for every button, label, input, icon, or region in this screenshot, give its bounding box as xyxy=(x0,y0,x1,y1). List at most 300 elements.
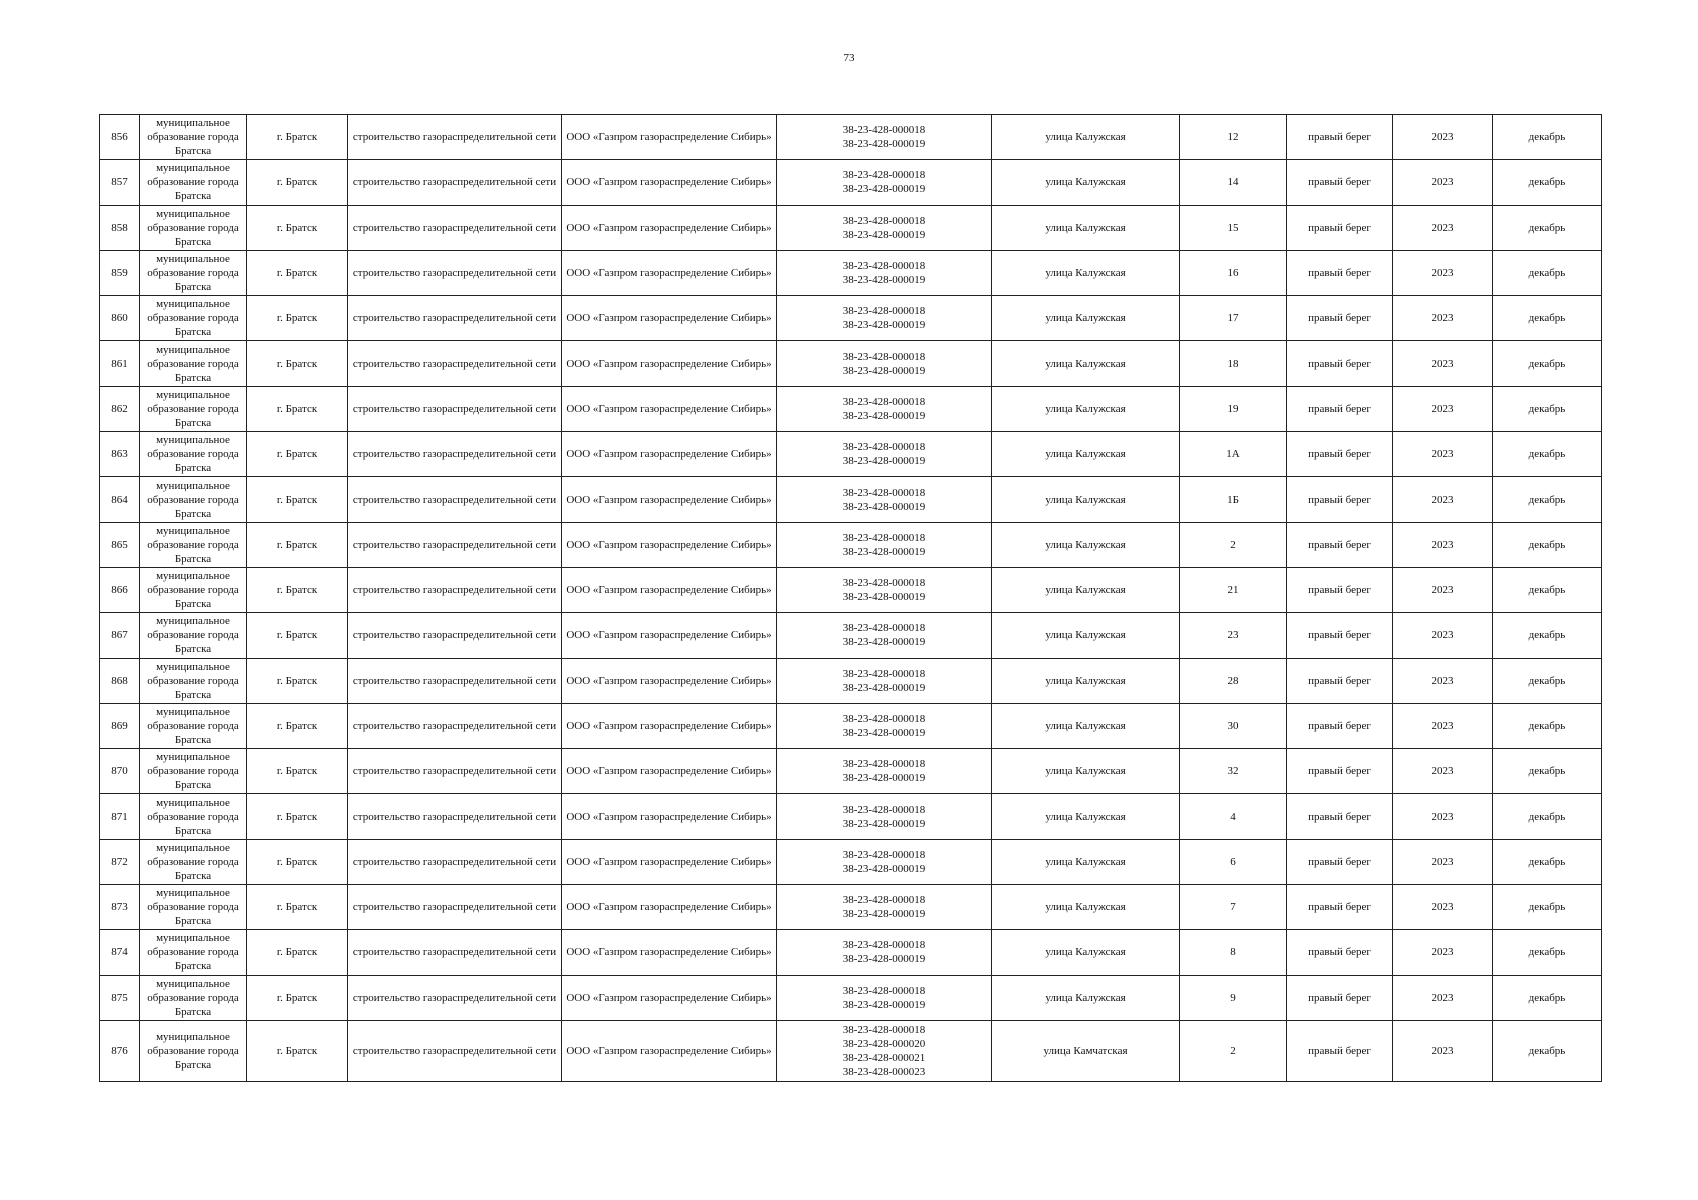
street-cell: улица Калужская xyxy=(992,296,1180,341)
municipality-line: муниципальное xyxy=(156,706,230,718)
month-cell: декабрь xyxy=(1493,794,1602,839)
year-cell: 2023 xyxy=(1393,930,1493,975)
municipality-line: Братска xyxy=(174,462,212,475)
municipality-cell xyxy=(140,477,247,522)
house-number-cell: 14 xyxy=(1180,160,1287,205)
year-cell: 2023 xyxy=(1393,885,1493,930)
municipality-line: муниципальное xyxy=(156,343,230,356)
municipality-cell xyxy=(140,658,247,703)
house-number-cell: 8 xyxy=(1180,930,1287,975)
organization-cell: ООО «Газпром газораспределение Сибирь» xyxy=(562,975,777,1020)
work-type-cell: строительство газораспределительной сети xyxy=(348,567,562,612)
table-row xyxy=(100,839,1602,884)
network-code: 38-23-428-000019 xyxy=(842,862,926,875)
month-cell: декабрь xyxy=(1493,749,1602,794)
network-code: 38-23-428-000019 xyxy=(842,953,926,966)
year-cell: 2023 xyxy=(1393,522,1493,567)
organization-cell: ООО «Газпром газораспределение Сибирь» xyxy=(562,703,777,748)
organization-cell: ООО «Газпром газораспределение Сибирь» xyxy=(562,250,777,295)
row-number-cell: 875 xyxy=(100,975,140,1020)
river-bank-cell: правый берег xyxy=(1287,477,1393,522)
municipality-cell xyxy=(140,115,247,160)
house-number-cell: 23 xyxy=(1180,613,1287,658)
network-code: 38-23-428-000018 xyxy=(842,894,926,907)
month-cell: декабрь xyxy=(1493,477,1602,522)
month-cell: декабрь xyxy=(1493,703,1602,748)
network-codes-cell xyxy=(777,658,992,703)
organization-cell: ООО «Газпром газораспределение Сибирь» xyxy=(562,658,777,703)
city-cell: г. Братск xyxy=(247,613,348,658)
municipality-cell xyxy=(140,794,247,839)
municipality-line: муниципальное xyxy=(156,615,230,628)
house-number-cell: 32 xyxy=(1180,749,1287,794)
city-cell: г. Братск xyxy=(247,160,348,205)
organization-cell: ООО «Газпром газораспределение Сибирь» xyxy=(562,522,777,567)
network-codes-cell xyxy=(777,749,992,794)
table-row xyxy=(100,477,1602,522)
river-bank-cell: правый берег xyxy=(1287,839,1393,884)
network-code: 38-23-428-000018 xyxy=(842,803,926,816)
work-type-cell: строительство газораспределительной сети xyxy=(348,341,562,386)
row-number-cell: 868 xyxy=(100,658,140,703)
month-cell: декабрь xyxy=(1493,386,1602,431)
row-number-cell: 876 xyxy=(100,1020,140,1081)
house-number-cell: 18 xyxy=(1180,341,1287,386)
house-number-cell: 6 xyxy=(1180,839,1287,884)
municipality-line: муниципальное xyxy=(156,434,230,447)
row-number-cell: 872 xyxy=(100,839,140,884)
work-type-cell: строительство газораспределительной сети xyxy=(348,1020,562,1081)
network-codes-cell xyxy=(777,885,992,930)
municipality-cell xyxy=(140,1020,247,1081)
municipality-line: образование города xyxy=(147,765,239,778)
table-row xyxy=(100,613,1602,658)
network-code: 38-23-428-000018 xyxy=(842,939,926,952)
work-type-cell: строительство газораспределительной сети xyxy=(348,839,562,884)
work-type-cell: строительство газораспределительной сети xyxy=(348,975,562,1020)
municipality-line: муниципальное xyxy=(156,162,230,175)
network-code: 38-23-428-000019 xyxy=(842,183,926,196)
network-code: 38-23-428-000019 xyxy=(842,681,926,694)
network-codes-cell xyxy=(777,250,992,295)
table-row xyxy=(100,205,1602,250)
municipality-line: образование города xyxy=(147,1044,239,1057)
table-row xyxy=(100,296,1602,341)
municipality-line: Братска xyxy=(174,552,212,565)
municipality-line: Братска xyxy=(174,643,212,656)
house-number-cell: 12 xyxy=(1180,115,1287,160)
network-codes-cell xyxy=(777,567,992,612)
city-cell: г. Братск xyxy=(247,522,348,567)
month-cell: декабрь xyxy=(1493,160,1602,205)
city-cell: г. Братск xyxy=(247,567,348,612)
table-row xyxy=(100,522,1602,567)
row-number-cell: 860 xyxy=(100,296,140,341)
municipality-cell xyxy=(140,205,247,250)
network-codes-cell xyxy=(777,930,992,975)
city-cell: г. Братск xyxy=(247,703,348,748)
table-row xyxy=(100,930,1602,975)
street-cell: улица Калужская xyxy=(992,839,1180,884)
row-number-cell: 864 xyxy=(100,477,140,522)
table-row xyxy=(100,386,1602,431)
network-codes-cell xyxy=(777,703,992,748)
year-cell: 2023 xyxy=(1393,794,1493,839)
municipality-line: Братска xyxy=(174,507,212,520)
work-type-cell: строительство газораспределительной сети xyxy=(348,522,562,567)
house-number-cell: 17 xyxy=(1180,296,1287,341)
municipality-line: Братска xyxy=(174,235,212,248)
organization-cell: ООО «Газпром газораспределение Сибирь» xyxy=(562,1020,777,1081)
organization-cell: ООО «Газпром газораспределение Сибирь» xyxy=(562,477,777,522)
organization-cell: ООО «Газпром газораспределение Сибирь» xyxy=(562,296,777,341)
network-codes-cell xyxy=(777,115,992,160)
network-code: 38-23-428-000018 xyxy=(842,169,926,182)
municipality-line: муниципальное xyxy=(156,117,230,130)
municipality-line: муниципальное xyxy=(156,207,230,220)
row-number-cell: 871 xyxy=(100,794,140,839)
river-bank-cell: правый берег xyxy=(1287,794,1393,839)
year-cell: 2023 xyxy=(1393,296,1493,341)
street-cell: улица Калужская xyxy=(992,386,1180,431)
municipality-cell xyxy=(140,749,247,794)
network-code: 38-23-428-000019 xyxy=(842,500,926,513)
house-number-cell: 21 xyxy=(1180,567,1287,612)
city-cell: г. Братск xyxy=(247,386,348,431)
row-number-cell: 859 xyxy=(100,250,140,295)
house-number-cell: 19 xyxy=(1180,386,1287,431)
municipality-line: Братска xyxy=(174,281,212,294)
table-body xyxy=(100,115,1602,1082)
municipality-line: Братска xyxy=(174,145,212,158)
table-row xyxy=(100,703,1602,748)
table-row xyxy=(100,567,1602,612)
year-cell: 2023 xyxy=(1393,567,1493,612)
year-cell: 2023 xyxy=(1393,250,1493,295)
house-number-cell: 1Б xyxy=(1180,477,1287,522)
street-cell: улица Калужская xyxy=(992,930,1180,975)
municipality-cell xyxy=(140,975,247,1020)
work-type-cell: строительство газораспределительной сети xyxy=(348,205,562,250)
work-type-cell: строительство газораспределительной сети xyxy=(348,613,562,658)
street-cell: улица Калужская xyxy=(992,975,1180,1020)
municipality-line: Братска xyxy=(174,960,212,973)
network-codes-cell xyxy=(777,205,992,250)
street-cell: улица Калужская xyxy=(992,477,1180,522)
organization-cell: ООО «Газпром газораспределение Сибирь» xyxy=(562,205,777,250)
municipality-line: муниципальное xyxy=(156,524,230,537)
municipality-line: образование города xyxy=(147,810,239,823)
city-cell: г. Братск xyxy=(247,250,348,295)
street-cell: улица Калужская xyxy=(992,658,1180,703)
table-row xyxy=(100,115,1602,160)
municipality-line: образование города xyxy=(147,267,239,280)
city-cell: г. Братск xyxy=(247,477,348,522)
organization-cell: ООО «Газпром газораспределение Сибирь» xyxy=(562,885,777,930)
table-row xyxy=(100,975,1602,1020)
work-type-cell: строительство газораспределительной сети xyxy=(348,749,562,794)
municipality-line: образование города xyxy=(147,629,239,642)
network-code: 38-23-428-000018 xyxy=(842,984,926,997)
year-cell: 2023 xyxy=(1393,432,1493,477)
municipality-cell xyxy=(140,341,247,386)
municipality-line: муниципальное xyxy=(156,887,230,900)
municipality-line: образование города xyxy=(147,901,239,914)
municipality-cell xyxy=(140,613,247,658)
network-codes-cell xyxy=(777,341,992,386)
municipality-line: муниципальное xyxy=(156,253,230,266)
month-cell: декабрь xyxy=(1493,839,1602,884)
municipality-line: образование города xyxy=(147,402,239,415)
network-code: 38-23-428-000023 xyxy=(842,1065,926,1078)
year-cell: 2023 xyxy=(1393,341,1493,386)
city-cell: г. Братск xyxy=(247,930,348,975)
municipality-cell xyxy=(140,296,247,341)
municipality-line: муниципальное xyxy=(156,298,230,311)
network-code: 38-23-428-000019 xyxy=(842,591,926,604)
network-code: 38-23-428-000019 xyxy=(842,817,926,830)
river-bank-cell: правый берег xyxy=(1287,522,1393,567)
municipality-cell xyxy=(140,930,247,975)
municipality-line: образование города xyxy=(147,991,239,1004)
work-type-cell: строительство газораспределительной сети xyxy=(348,432,562,477)
city-cell: г. Братск xyxy=(247,839,348,884)
municipality-line: образование города xyxy=(147,176,239,189)
month-cell: декабрь xyxy=(1493,432,1602,477)
house-number-cell: 9 xyxy=(1180,975,1287,1020)
municipality-line: муниципальное xyxy=(156,841,230,854)
municipality-line: муниципальное xyxy=(156,1030,230,1043)
municipality-cell xyxy=(140,160,247,205)
network-code: 38-23-428-000018 xyxy=(842,124,926,137)
month-cell: декабрь xyxy=(1493,250,1602,295)
network-code: 38-23-428-000018 xyxy=(842,848,926,861)
street-cell: улица Калужская xyxy=(992,613,1180,658)
river-bank-cell: правый берег xyxy=(1287,613,1393,658)
month-cell: декабрь xyxy=(1493,613,1602,658)
river-bank-cell: правый берег xyxy=(1287,160,1393,205)
year-cell: 2023 xyxy=(1393,386,1493,431)
work-type-cell: строительство газораспределительной сети xyxy=(348,386,562,431)
municipality-line: Братска xyxy=(174,1005,212,1018)
municipality-line: образование города xyxy=(147,131,239,144)
network-codes-cell xyxy=(777,839,992,884)
street-cell: улица Калужская xyxy=(992,250,1180,295)
street-cell: улица Калужская xyxy=(992,794,1180,839)
row-number-cell: 869 xyxy=(100,703,140,748)
network-code: 38-23-428-000019 xyxy=(842,727,926,739)
river-bank-cell: правый берег xyxy=(1287,296,1393,341)
house-number-cell: 1А xyxy=(1180,432,1287,477)
city-cell: г. Братск xyxy=(247,658,348,703)
network-codes-cell xyxy=(777,1020,992,1081)
year-cell: 2023 xyxy=(1393,975,1493,1020)
municipality-cell xyxy=(140,386,247,431)
month-cell: декабрь xyxy=(1493,296,1602,341)
year-cell: 2023 xyxy=(1393,477,1493,522)
organization-cell: ООО «Газпром газораспределение Сибирь» xyxy=(562,115,777,160)
municipality-line: Братска xyxy=(174,1058,212,1071)
network-code: 38-23-428-000020 xyxy=(842,1037,926,1050)
network-code: 38-23-428-000018 xyxy=(842,214,926,227)
network-codes-cell xyxy=(777,613,992,658)
city-cell: г. Братск xyxy=(247,115,348,160)
network-code: 38-23-428-000019 xyxy=(842,138,926,151)
river-bank-cell: правый берег xyxy=(1287,432,1393,477)
river-bank-cell: правый берег xyxy=(1287,386,1393,431)
month-cell: декабрь xyxy=(1493,885,1602,930)
network-codes-cell xyxy=(777,296,992,341)
street-cell: улица Калужская xyxy=(992,205,1180,250)
municipality-line: Братска xyxy=(174,371,212,384)
street-cell: улица Калужская xyxy=(992,115,1180,160)
municipality-line: Братска xyxy=(174,598,212,611)
network-code: 38-23-428-000018 xyxy=(842,305,926,318)
municipality-cell xyxy=(140,567,247,612)
network-code: 38-23-428-000019 xyxy=(842,364,926,377)
street-cell: улица Калужская xyxy=(992,341,1180,386)
municipality-cell xyxy=(140,432,247,477)
house-number-cell: 28 xyxy=(1180,658,1287,703)
municipality-line: образование города xyxy=(147,538,239,551)
page-number: 73 xyxy=(843,52,855,64)
table-row xyxy=(100,341,1602,386)
network-code: 38-23-428-000019 xyxy=(842,274,926,287)
work-type-cell: строительство газораспределительной сети xyxy=(348,658,562,703)
municipality-cell xyxy=(140,250,247,295)
network-code: 38-23-428-000019 xyxy=(842,636,926,649)
work-type-cell: строительство газораспределительной сети xyxy=(348,115,562,160)
network-code: 38-23-428-000019 xyxy=(842,772,926,785)
month-cell: декабрь xyxy=(1493,658,1602,703)
river-bank-cell: правый берег xyxy=(1287,250,1393,295)
river-bank-cell: правый берег xyxy=(1287,1020,1393,1081)
month-cell: декабрь xyxy=(1493,567,1602,612)
municipality-line: образование города xyxy=(147,584,239,597)
house-number-cell: 7 xyxy=(1180,885,1287,930)
street-cell: улица Калужская xyxy=(992,885,1180,930)
row-number-cell: 856 xyxy=(100,115,140,160)
house-number-cell: 16 xyxy=(1180,250,1287,295)
network-code: 38-23-428-000018 xyxy=(842,531,926,544)
network-codes-cell xyxy=(777,432,992,477)
municipality-cell xyxy=(140,703,247,748)
river-bank-cell: правый берег xyxy=(1287,975,1393,1020)
network-code: 38-23-428-000018 xyxy=(842,667,926,680)
work-type-cell: строительство газораспределительной сети xyxy=(348,794,562,839)
network-code: 38-23-428-000018 xyxy=(842,713,926,725)
work-type-cell: строительство газораспределительной сети xyxy=(348,703,562,748)
row-number-cell: 862 xyxy=(100,386,140,431)
city-cell: г. Братск xyxy=(247,205,348,250)
month-cell: декабрь xyxy=(1493,975,1602,1020)
municipality-line: муниципальное xyxy=(156,977,230,990)
row-number-cell: 861 xyxy=(100,341,140,386)
table-row xyxy=(100,160,1602,205)
month-cell: декабрь xyxy=(1493,522,1602,567)
municipality-line: образование города xyxy=(147,720,239,732)
row-number-cell: 874 xyxy=(100,930,140,975)
municipality-cell xyxy=(140,885,247,930)
municipality-line: Братска xyxy=(174,869,212,882)
municipality-cell xyxy=(140,839,247,884)
river-bank-cell: правый берег xyxy=(1287,115,1393,160)
organization-cell: ООО «Газпром газораспределение Сибирь» xyxy=(562,839,777,884)
row-number-cell: 873 xyxy=(100,885,140,930)
year-cell: 2023 xyxy=(1393,115,1493,160)
gas-network-schedule-table xyxy=(99,114,1602,1082)
house-number-cell: 15 xyxy=(1180,205,1287,250)
work-type-cell: строительство газораспределительной сети xyxy=(348,885,562,930)
organization-cell: ООО «Газпром газораспределение Сибирь» xyxy=(562,749,777,794)
municipality-line: Братска xyxy=(174,688,212,701)
network-codes-cell xyxy=(777,160,992,205)
table-row xyxy=(100,658,1602,703)
city-cell: г. Братск xyxy=(247,432,348,477)
city-cell: г. Братск xyxy=(247,975,348,1020)
river-bank-cell: правый берег xyxy=(1287,885,1393,930)
network-code: 38-23-428-000018 xyxy=(842,260,926,273)
network-code: 38-23-428-000018 xyxy=(842,395,926,408)
network-codes-cell xyxy=(777,477,992,522)
river-bank-cell: правый берег xyxy=(1287,341,1393,386)
network-code: 38-23-428-000018 xyxy=(842,758,926,771)
network-code: 38-23-428-000019 xyxy=(842,545,926,558)
organization-cell: ООО «Газпром газораспределение Сибирь» xyxy=(562,386,777,431)
year-cell: 2023 xyxy=(1393,749,1493,794)
year-cell: 2023 xyxy=(1393,703,1493,748)
street-cell: улица Камчатская xyxy=(992,1020,1180,1081)
month-cell: декабрь xyxy=(1493,341,1602,386)
municipality-line: муниципальное xyxy=(156,796,230,809)
municipality-line: Братска xyxy=(174,824,212,837)
organization-cell: ООО «Газпром газораспределение Сибирь» xyxy=(562,613,777,658)
work-type-cell: строительство газораспределительной сети xyxy=(348,477,562,522)
street-cell: улица Калужская xyxy=(992,749,1180,794)
river-bank-cell: правый берег xyxy=(1287,658,1393,703)
year-cell: 2023 xyxy=(1393,839,1493,884)
municipality-line: муниципальное xyxy=(156,388,230,401)
street-cell: улица Калужская xyxy=(992,432,1180,477)
house-number-cell: 4 xyxy=(1180,794,1287,839)
month-cell: декабрь xyxy=(1493,930,1602,975)
municipality-line: Братска xyxy=(174,416,212,429)
network-code: 38-23-428-000019 xyxy=(842,455,926,468)
municipality-line: образование города xyxy=(147,312,239,325)
municipality-line: Братска xyxy=(174,326,212,339)
row-number-cell: 866 xyxy=(100,567,140,612)
table-row xyxy=(100,250,1602,295)
municipality-line: образование города xyxy=(147,357,239,370)
house-number-cell: 2 xyxy=(1180,1020,1287,1081)
city-cell: г. Братск xyxy=(247,794,348,839)
network-codes-cell xyxy=(777,975,992,1020)
street-cell: улица Калужская xyxy=(992,160,1180,205)
network-code: 38-23-428-000021 xyxy=(842,1051,926,1064)
table-row xyxy=(100,1020,1602,1081)
work-type-cell: строительство газораспределительной сети xyxy=(348,930,562,975)
organization-cell: ООО «Газпром газораспределение Сибирь» xyxy=(562,432,777,477)
network-code: 38-23-428-000019 xyxy=(842,409,926,422)
street-cell: улица Калужская xyxy=(992,567,1180,612)
organization-cell: ООО «Газпром газораспределение Сибирь» xyxy=(562,794,777,839)
row-number-cell: 867 xyxy=(100,613,140,658)
house-number-cell: 2 xyxy=(1180,522,1287,567)
municipality-line: образование города xyxy=(147,221,239,234)
row-number-cell: 863 xyxy=(100,432,140,477)
network-code: 38-23-428-000018 xyxy=(842,1023,926,1036)
year-cell: 2023 xyxy=(1393,205,1493,250)
